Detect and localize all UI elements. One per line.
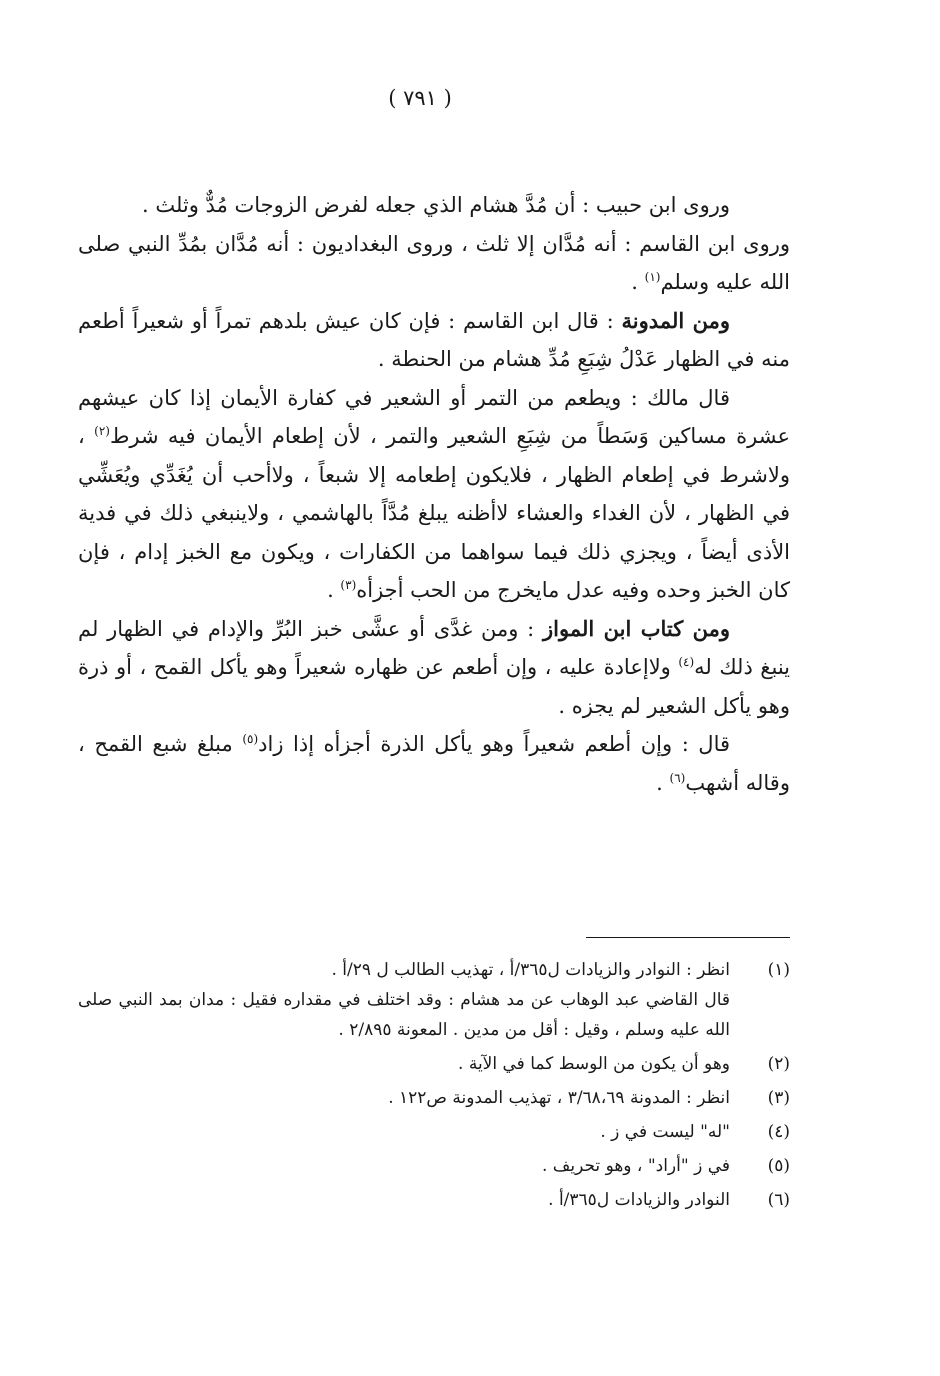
footnote-number: (٥) <box>767 1156 790 1176</box>
footnote-text: "له" ليست في ز . <box>600 1122 730 1142</box>
footnote-ref: (٤) <box>678 655 695 669</box>
paragraph-4 <box>78 379 790 610</box>
footnote-1 <box>78 955 790 985</box>
paragraph-6 <box>78 725 790 802</box>
footnote-number: (١) <box>767 960 790 980</box>
paragraph-text: وروى ابن القاسم : أنه مُدَّان إلا ثلث ، وروى البغداديون : أنه مُدَّان بمُدِّ النبي صلى الله عليه وسلم <box>78 231 790 294</box>
footnote-text: انظر : المدونة ٣/٦٨،٦٩ ، تهذيب المدونة ص١٢٢ . <box>388 1088 730 1108</box>
paragraph-text: قال : وإن أطعم شعيراً وهو يأكل الذرة أجزأه إذا زاد <box>258 732 731 756</box>
paragraph-text: وروى ابن حبيب : أن مُدَّ هشام الذي جعله لفرض الزوجات مُدٌّ وثلث . <box>141 193 730 217</box>
paragraph-3 <box>78 302 790 379</box>
footnote-separator <box>586 937 790 938</box>
main-text <box>78 186 790 802</box>
footnote-text: النوادر والزيادات ل٣٦٥/أ . <box>548 1190 730 1210</box>
section-lead: ومن المدونة <box>621 307 731 333</box>
paragraph-text: قال مالك : ويطعم من التمر أو الشعير في كفارة الأيمان إذا كان عيشهم عشرة مساكين وَسَطاً من شِبَعِ الشعير والتمر ، لأن إطعام الأيمان فيه شرط <box>78 385 791 448</box>
page-number: ( ٧٩١ ) <box>388 86 452 110</box>
paragraph-5 <box>78 610 790 726</box>
paragraph-2 <box>78 225 790 302</box>
footnote-2 <box>78 1049 790 1079</box>
section-lead: ومن كتاب ابن المواز <box>543 615 730 641</box>
paragraph-tail: . <box>327 578 341 602</box>
footnote-5 <box>78 1151 790 1181</box>
paragraph-tail: ، ولاشرط في إطعام الظهار ، فلايكون إطعامه إلا شبعاً ، ولاأحب أن يُغَدِّي ويُعَشِّي في الظهار ، لأن الغداء والعشاء لاأظنه يبلغ مُدَّاً بالهاشمي ، ولاينبغي ذلك في فدية الأذى أيضاً ، ويجزي ذلك فيما سواهما من الكفارات ، ويكون مع الخبز إدام ، فإن كان الخبز وحده وفيه عدل مايخرج من الحب أجزأه <box>78 424 790 602</box>
paragraph-1 <box>78 186 790 225</box>
footnote-number: (٦) <box>767 1190 790 1210</box>
footnote-continuation: قال القاضي عبد الوهاب عن مد هشام : وقد اختلف في مقداره فقيل : مدان بمد النبي صلى الله عليه وسلم ، وقيل : أقل من مدين . المعونة ٢/٨٩٥ . <box>78 990 730 1040</box>
paragraph-text: : ومن غدَّى أو عشَّى خبز البُرِّ والإدام في الظهار لم ينبغ ذلك له <box>78 616 791 679</box>
paragraph-tail: مبلغ شبع القمح ، وقاله أشهب <box>78 732 790 795</box>
paragraph-tail: . <box>656 770 670 795</box>
footnote-text: وهو أن يكون من الوسط كما في الآية . <box>458 1054 730 1074</box>
paragraph-tail: ولاإعادة عليه ، وإن أطعم عن ظهاره شعيراً وهو يأكل القمح ، أو ذرة وهو يأكل الشعير لم يجزه . <box>78 655 790 718</box>
footnote-number: (٤) <box>767 1122 790 1142</box>
footnote-ref: (٦) <box>669 770 686 785</box>
footnote-number: (٢) <box>767 1054 790 1074</box>
footnote-ref: (٥) <box>242 732 259 746</box>
footnotes <box>78 955 790 1215</box>
footnote-6 <box>78 1185 790 1215</box>
footnote-number: (٣) <box>767 1088 790 1108</box>
footnote-3 <box>78 1083 790 1113</box>
paragraph-text: : قال ابن القاسم : فإن كان عيش بلدهم تمراً أو شعيراً أطعم منه في الظهار عَدْلُ شِبَعِ مُدِّ هشام من الحنطة . <box>78 308 790 371</box>
footnote-text: في ز "أراد" ، وهو تحريف . <box>541 1156 730 1176</box>
footnote-ref: (١) <box>644 270 661 284</box>
footnote-ref: (٢) <box>94 424 110 438</box>
paragraph-tail: . <box>631 270 645 294</box>
footnote-4 <box>78 1117 790 1147</box>
footnote-text: انظر : النوادر والزيادات ل٣٦٥/أ ، تهذيب الطالب ل ٢٩/أ . <box>331 960 730 980</box>
footnote-ref: (٣) <box>340 578 357 592</box>
